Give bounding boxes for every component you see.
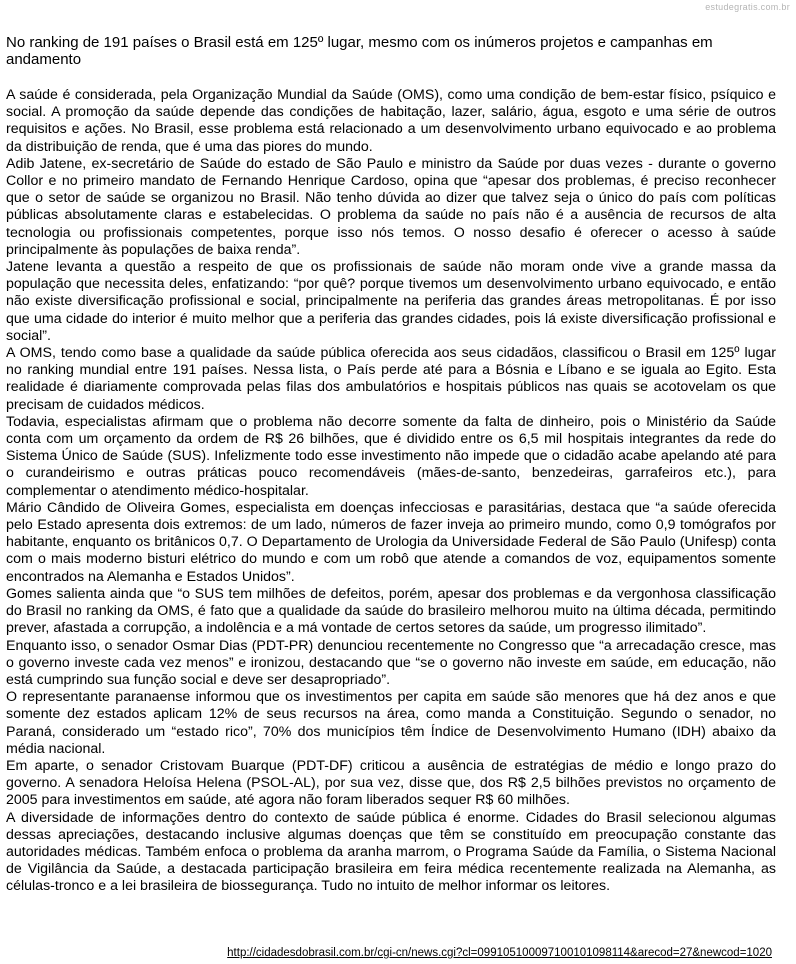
article-paragraph: A diversidade de informações dentro do contexto de saúde pública é enorme. Cidades do Brasil selecionou algumas dessas apreciações, destacando inclusive algumas doenças que têm se constituído em preocupação constante das autoridades médicas. Também enfoca o problema da aranha marrom, o Programa Saúde da Família, o Sistema Nacional de Vigilância da Saúde, a destacada participação brasileira em feira médica recentemente realizada na Alemanha, as células-tronco e a lei brasileira de biossegurança. Tudo no intuito de melhor informar os leitores.	[6, 809, 776, 895]
site-watermark: estudegratis.com.br	[705, 2, 790, 12]
article-body	[6, 87, 776, 896]
article-paragraph: Mário Cândido de Oliveira Gomes, especialista em doenças infecciosas e parasitárias, destaca que “a saúde oferecida pelo Estado apresenta dois extremos: de um lado, números de fazer inveja ao primeiro mundo, como 0,9 tomógrafos por habitante, enquanto os britânicos 0,7. O Departamento de Urologia da Universidade Federal de São Paulo (Unifesp) conta com o mais moderno bisturi elétrico do mundo e com um robô que atende a comandos de voz, equipamentos somente encontrados na Alemanha e Estados Unidos”.	[6, 499, 776, 585]
article-paragraph: O representante paranaense informou que os investimentos per capita em saúde são menores que há dez anos e que somente dez estados aplicam 12% de seus recursos na área, como manda a Constituição. Segundo o senador, no Paraná, considerado um “estado rico”, 70% dos municípios têm Índice de Desenvolvimento Humano (IDH) abaixo da média nacional.	[6, 689, 776, 757]
article-paragraph: Todavia, especialistas afirmam que o problema não decorre somente da falta de dinheiro, pois o Ministério da Saúde conta com um orçamento da ordem de R$ 26 bilhões, que é dividido entre os 6,5 mil hospitais integrantes da rede do Sistema Único de Saúde (SUS). Infelizmente todo esse investimento não impede que o cidadão acabe apelando até para o curandeirismo e outras práticas pouco recomendáveis (mães-de-santo, benzedeiras, garrafeiros etc.), para complementar o atendimento médico-hospitalar.	[6, 413, 776, 499]
article-title: No ranking de 191 países o Brasil está em 125º lugar, mesmo com os inúmeros projetos e campanhas em andamento	[6, 34, 713, 68]
article-paragraph: Adib Jatene, ex-secretário de Saúde do estado de São Paulo e ministro da Saúde por duas vezes - durante o governo Collor e no primeiro mandato de Fernando Henrique Cardoso, opina que “apesar dos problemas, é preciso reconhecer que o setor de saúde se organizou no Brasil. Não tenho dúvida ao dizer que talvez seja o único do país com políticas públicas absolutamente claras e estabelecidas. O problema da saúde no país não é a ausência de recursos de alta tecnologia ou profissionais competentes, porque isso nós temos. O nosso desafio é oferecer o acesso à saúde principalmente às populações de baixa renda”.	[6, 155, 776, 258]
article-paragraph: A saúde é considerada, pela Organização Mundial da Saúde (OMS), como uma condição de bem-estar físico, psíquico e social. A promoção da saúde depende das condições de habitação, lazer, salário, água, esgoto e uma série de outros requisitos e ações. No Brasil, esse problema está relacionado a um desenvolvimento urbano equivocado e ao problema da distribuição de renda, que é uma das piores do mundo.	[6, 87, 776, 155]
article-paragraph: A OMS, tendo como base a qualidade da saúde pública oferecida aos seus cidadãos, classificou o Brasil em 125º lugar no ranking mundial entre 191 países. Nessa lista, o País perde até para a Bósnia e Líbano e se iguala ao Egito. Esta realidade é diariamente comprovada pelas filas dos ambulatórios e hospitais públicos nas quais se acotovelam os que precisam de cuidados médicos.	[6, 345, 776, 413]
article-paragraph: Enquanto isso, o senador Osmar Dias (PDT-PR) denunciou recentemente no Congresso que “a arrecadação cresce, mas o governo investe cada vez menos” e ironizou, destacando que “se o governo não investe em saúde, em educação, não está cumprindo sua função social e deve ser desapropriado”.	[6, 637, 776, 688]
article-paragraph: Jatene levanta a questão a respeito de que os profissionais de saúde não moram onde vive a grande massa da população que necessita deles, enfatizando: “por quê? porque tivemos um desenvolvimento urbano equivocado, e então não existe diversificação profissional e social, principalmente na periferia das grandes áreas metropolitanas. É por isso que uma cidade do interior é muito melhor que a periferia das grandes cidades, pois lá existe diversificação profissional e social”.	[6, 259, 776, 344]
article	[6, 34, 776, 896]
source-link[interactable]: http://cidadesdobrasil.com.br/cgi-cn/news.cgi?cl=099105100097100101098114&arecod=27&newcod=1020	[227, 947, 772, 959]
article-paragraph: Em aparte, o senador Cristovam Buarque (PDT-DF) criticou a ausência de estratégias de médio e longo prazo do governo. A senadora Heloísa Helena (PSOL-AL), por sua vez, disse que, dos R$ 2,5 bilhões previstos no orçamento de 2005 para investimentos em saúde, até agora não foram liberados sequer R$ 60 milhões.	[6, 757, 776, 809]
article-paragraph: Gomes salienta ainda que “o SUS tem milhões de defeitos, porém, apesar dos problemas e da vergonhosa classificação do Brasil no ranking da OMS, é fato que a qualidade da saúde do brasileiro melhorou muito na última década, permitindo prever, afastada a corrupção, a indolência e a má vontade de certos setores da saúde, um progresso ilimitado”.	[6, 585, 776, 637]
